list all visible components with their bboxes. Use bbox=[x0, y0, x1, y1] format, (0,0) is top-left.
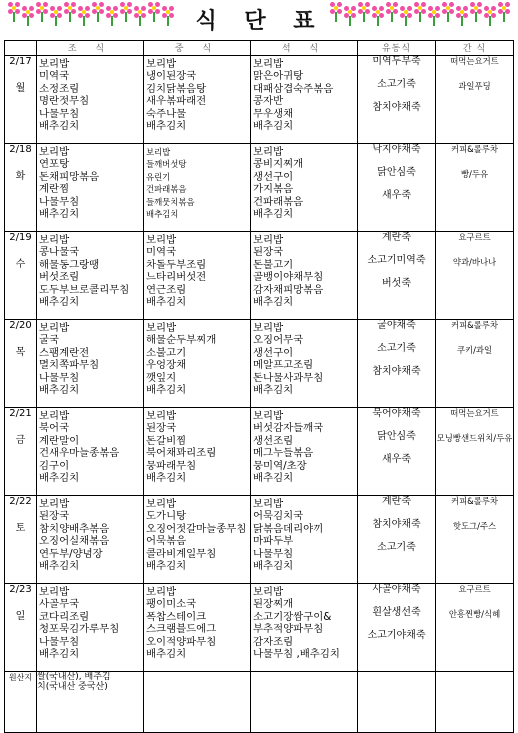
liquid-cell bbox=[358, 408, 436, 496]
liquid-item: 닭안심죽 bbox=[377, 431, 416, 442]
menu-item: 된장국 bbox=[253, 246, 284, 259]
liquid-item: 참치야채죽 bbox=[372, 366, 421, 377]
flower-decoration-icon bbox=[414, 2, 426, 14]
menu-item: 배추김치 bbox=[146, 296, 187, 309]
breakfast-list bbox=[37, 56, 143, 132]
menu-item: 연포탕 bbox=[39, 158, 70, 171]
menu-item: 나물무침 bbox=[39, 371, 80, 384]
menu-item: 배추김치 bbox=[39, 208, 80, 221]
menu-item: 맑은아귀탕 bbox=[253, 70, 304, 83]
liquid-item: 소고기죽 bbox=[377, 542, 416, 553]
menu-item: 도두부브로콜리무침 bbox=[39, 283, 130, 296]
snack-cell bbox=[436, 496, 514, 584]
breakfast-cell bbox=[37, 496, 144, 584]
origin-empty bbox=[251, 672, 358, 733]
flower-decoration-icon bbox=[36, 2, 48, 14]
snack-item: 커피&롤루차 bbox=[451, 144, 498, 154]
menu-item: 배추김치 bbox=[253, 208, 294, 221]
snack-item: 약과/바나나 bbox=[452, 257, 497, 267]
menu-item: 콩자반 bbox=[253, 95, 284, 108]
snack-item: 빵/두유 bbox=[460, 169, 489, 179]
menu-item: 미역국 bbox=[39, 70, 70, 83]
breakfast-list bbox=[37, 408, 143, 484]
flower-decoration-icon bbox=[372, 6, 384, 18]
menu-item: 스크램블드에그 bbox=[146, 623, 217, 636]
flower-decoration-icon bbox=[442, 2, 454, 14]
breakfast-cell bbox=[37, 232, 144, 320]
day-weekday: 월 bbox=[15, 83, 26, 94]
day-row bbox=[5, 408, 514, 496]
lunch-cell bbox=[144, 496, 251, 584]
flower-decoration-icon bbox=[92, 2, 104, 14]
menu-item: 보리밥 bbox=[253, 498, 284, 510]
menu-item: 명란젓무침 bbox=[39, 95, 90, 108]
snack-item: 모닝빵샌드위치/두유 bbox=[436, 433, 513, 443]
liquid-item: 북어야채죽 bbox=[372, 408, 421, 419]
snack-cell bbox=[436, 584, 514, 672]
liquid-item: 닭안심죽 bbox=[377, 167, 416, 178]
menu-item: 멸치쪽파무침 bbox=[39, 359, 100, 372]
menu-item: 보리밥 bbox=[39, 234, 70, 246]
menu-item: 배추김치 bbox=[146, 648, 187, 661]
day-cell bbox=[5, 408, 37, 496]
flower-decoration-icon bbox=[64, 2, 76, 14]
snack-item: 요구르트 bbox=[458, 584, 491, 594]
menu-item: 보리밥 bbox=[253, 322, 284, 334]
menu-item: 돈불고기 bbox=[253, 258, 294, 271]
menu-item: 배추김치 bbox=[146, 560, 187, 573]
flower-decoration-icon bbox=[400, 6, 412, 18]
menu-item: 무우생채 bbox=[253, 107, 294, 120]
menu-item: 배추김치 bbox=[39, 120, 80, 133]
menu-item: 돈나물사과무침 bbox=[253, 371, 324, 384]
menu-item: 나물무침 bbox=[39, 635, 80, 648]
day-date: 2/21 bbox=[9, 408, 32, 419]
menu-item: 보리밥 bbox=[39, 586, 70, 598]
liquid-cell bbox=[358, 56, 436, 144]
snack-item: 커피&롤루차 bbox=[451, 496, 498, 506]
origin-empty bbox=[436, 672, 514, 733]
day-cell bbox=[5, 584, 37, 672]
menu-item: 보리밥 bbox=[253, 410, 284, 422]
menu-item: 뭉미역/초장 bbox=[253, 459, 307, 472]
origin-value bbox=[37, 672, 144, 733]
menu-item: 배추김치 bbox=[253, 120, 294, 133]
liquid-item: 낙지야채죽 bbox=[372, 144, 421, 155]
day-weekday: 일 bbox=[15, 611, 26, 622]
snack-item: 안흥찐빵/식혜 bbox=[448, 609, 501, 619]
lunch-list bbox=[144, 408, 250, 484]
dinner-cell bbox=[251, 144, 358, 232]
menu-item: 마파두부 bbox=[253, 535, 294, 548]
menu-item: 김구이 bbox=[39, 459, 70, 472]
day-date: 2/19 bbox=[9, 232, 32, 243]
menu-item: 가지볶음 bbox=[253, 183, 294, 196]
menu-item: 해물순두부찌개 bbox=[146, 334, 217, 347]
menu-item: 배추김치 bbox=[146, 384, 187, 397]
breakfast-list bbox=[37, 320, 143, 396]
snack-cell bbox=[436, 144, 514, 232]
menu-item: 보리밥 bbox=[146, 410, 177, 422]
lunch-list bbox=[144, 320, 250, 396]
menu-item: 건파래볶음 bbox=[253, 195, 304, 208]
day-row bbox=[5, 584, 514, 672]
origin-row bbox=[5, 672, 514, 733]
flower-decoration-icon bbox=[386, 2, 398, 14]
menu-item: 우엉장채 bbox=[146, 359, 187, 372]
liquid-cell bbox=[358, 496, 436, 584]
day-date: 2/20 bbox=[9, 320, 32, 331]
day-cell bbox=[5, 232, 37, 320]
menu-item: 나물무침 bbox=[253, 547, 294, 560]
dinner-list bbox=[251, 320, 357, 396]
menu-item: 깻잎지 bbox=[146, 371, 177, 384]
dinner-cell bbox=[251, 56, 358, 144]
liquid-item: 소고기죽 bbox=[377, 343, 416, 354]
menu-item: 부추적양파무침 bbox=[253, 623, 324, 636]
menu-item: 배추김치 bbox=[253, 560, 294, 573]
header-corner bbox=[5, 41, 37, 56]
origin-line: 쌀(국내산), 배추김 bbox=[37, 672, 111, 682]
menu-item: 보리밥 bbox=[253, 586, 284, 598]
menu-item: 배추김치 bbox=[253, 384, 294, 397]
liquid-item: 소고기죽 bbox=[377, 79, 416, 90]
menu-item: 연근조림 bbox=[146, 283, 187, 296]
day-cell bbox=[5, 56, 37, 144]
menu-item: 계란말이 bbox=[39, 434, 80, 447]
dinner-cell bbox=[251, 320, 358, 408]
day-cell bbox=[5, 320, 37, 408]
origin-line: 치(국내산 중국산) bbox=[37, 682, 108, 692]
menu-item: 보리밥 bbox=[253, 58, 284, 70]
day-row bbox=[5, 320, 514, 408]
menu-item: 배추김치 bbox=[39, 560, 80, 573]
menu-item: 배추김치 bbox=[39, 296, 80, 309]
snack-item: 쿠키/과일 bbox=[456, 345, 493, 355]
menu-item: 배추김치 bbox=[39, 472, 80, 485]
dinner-list bbox=[251, 144, 357, 220]
liquid-item: 미역두부죽 bbox=[372, 56, 421, 67]
liquid-cell bbox=[358, 144, 436, 232]
lunch-list bbox=[144, 144, 250, 220]
day-weekday: 금 bbox=[15, 435, 26, 446]
snack-item: 과일푸딩 bbox=[458, 81, 491, 91]
day-weekday: 목 bbox=[15, 347, 26, 358]
menu-item: 보리밥 bbox=[39, 322, 70, 334]
day-row bbox=[5, 496, 514, 584]
flower-decoration-icon bbox=[22, 6, 34, 18]
menu-item: 버섯감자들깨국 bbox=[253, 422, 324, 435]
breakfast-list bbox=[37, 232, 143, 308]
menu-item: 배추김치 bbox=[253, 296, 294, 309]
menu-item: 유린기 bbox=[146, 171, 171, 182]
dinner-cell bbox=[251, 496, 358, 584]
menu-item: 보리밥 bbox=[253, 234, 284, 246]
flower-decoration-icon bbox=[120, 2, 132, 14]
menu-item: 콩나물국 bbox=[39, 246, 80, 259]
menu-item: 돈채피망볶음 bbox=[39, 170, 100, 183]
lunch-list bbox=[144, 584, 250, 660]
day-cell bbox=[5, 144, 37, 232]
lunch-cell bbox=[144, 144, 251, 232]
snack-item: 커피&롤루차 bbox=[451, 320, 498, 330]
flower-decoration-icon bbox=[162, 6, 174, 18]
menu-item: 어묵김치국 bbox=[253, 510, 304, 523]
flower-decoration-icon bbox=[470, 2, 482, 14]
header-liquid: 유동식 bbox=[358, 41, 436, 56]
snack-cell bbox=[436, 232, 514, 320]
flower-decoration-icon bbox=[134, 6, 146, 18]
lunch-cell bbox=[144, 320, 251, 408]
menu-item: 대패삼겹숙주볶음 bbox=[253, 82, 334, 95]
liquid-cell bbox=[358, 232, 436, 320]
menu-item: 북어채꽈리조림 bbox=[146, 447, 217, 460]
page-title: 식 단 표 bbox=[195, 9, 325, 34]
flower-decoration-icon bbox=[498, 2, 510, 14]
dinner-list bbox=[251, 496, 357, 572]
menu-item: 오징어실채볶음 bbox=[39, 535, 110, 548]
menu-item: 굴국 bbox=[39, 334, 60, 347]
flower-decoration-icon bbox=[484, 6, 496, 18]
menu-item: 도가니탕 bbox=[146, 510, 187, 523]
menu-item: 뭉파래무침 bbox=[146, 459, 197, 472]
menu-item: 버섯조림 bbox=[39, 271, 80, 284]
menu-item: 김치닭볶음탕 bbox=[146, 82, 207, 95]
dinner-list bbox=[251, 232, 357, 308]
header-dinner: 석 식 bbox=[251, 41, 358, 56]
origin-label: 원산지 bbox=[5, 672, 37, 733]
menu-item: 골뱅이야채무침 bbox=[253, 271, 324, 284]
flower-decoration-icon bbox=[344, 6, 356, 18]
breakfast-cell bbox=[37, 144, 144, 232]
liquid-item: 계란죽 bbox=[382, 232, 411, 243]
liquid-item: 참치야채죽 bbox=[372, 519, 421, 530]
snack-item: 떠먹는요거트 bbox=[450, 56, 499, 66]
liquid-cell bbox=[358, 320, 436, 408]
dinner-list bbox=[251, 408, 357, 484]
menu-item: 소고기장쌈구이& bbox=[253, 610, 332, 623]
header-lunch: 중 식 bbox=[144, 41, 251, 56]
menu-item: 건파래볶음 bbox=[146, 184, 187, 195]
day-row bbox=[5, 232, 514, 320]
menu-item: 오이적양파무침 bbox=[146, 635, 217, 648]
origin-empty bbox=[144, 672, 251, 733]
menu-item: 미역국 bbox=[146, 246, 177, 259]
menu-item: 오징어젓갈마늘종무침 bbox=[146, 522, 247, 535]
liquid-item: 새우죽 bbox=[382, 454, 411, 465]
menu-item: 메그누들볶음 bbox=[253, 447, 314, 460]
menu-item: 사골무국 bbox=[39, 598, 80, 611]
liquid-item: 소고기미역죽 bbox=[367, 255, 426, 266]
menu-item: 메알프고조림 bbox=[253, 359, 314, 372]
menu-item: 들깨뭇치볶음 bbox=[146, 196, 195, 207]
lunch-cell bbox=[144, 232, 251, 320]
menu-item: 생선조림 bbox=[253, 434, 294, 447]
menu-item: 배추김치 bbox=[253, 472, 294, 485]
snack-item: 핫도그/주스 bbox=[452, 521, 497, 531]
breakfast-cell bbox=[37, 408, 144, 496]
lunch-cell bbox=[144, 584, 251, 672]
menu-item: 된장국 bbox=[146, 422, 177, 435]
lunch-list bbox=[144, 232, 250, 308]
day-cell bbox=[5, 496, 37, 584]
menu-item: 나물무침 bbox=[39, 195, 80, 208]
menu-item: 북어국 bbox=[39, 422, 70, 435]
flower-decoration-icon bbox=[50, 6, 62, 18]
day-row bbox=[5, 144, 514, 232]
flower-decoration-icon bbox=[428, 6, 440, 18]
breakfast-cell bbox=[37, 56, 144, 144]
menu-item: 참치양배추볶음 bbox=[39, 522, 110, 535]
menu-item: 들깨버섯탕 bbox=[146, 159, 187, 170]
menu-table bbox=[4, 40, 514, 733]
dinner-list bbox=[251, 56, 357, 132]
menu-item: 폭찹스테이크 bbox=[146, 610, 207, 623]
header-row bbox=[5, 41, 514, 56]
snack-cell bbox=[436, 56, 514, 144]
flower-decoration-icon bbox=[78, 6, 90, 18]
snack-cell bbox=[436, 408, 514, 496]
menu-item: 보리밥 bbox=[39, 410, 70, 422]
menu-item: 배추김치 bbox=[146, 209, 179, 220]
menu-item: 냉이된장국 bbox=[146, 70, 197, 83]
menu-item: 보리밥 bbox=[253, 146, 284, 158]
liquid-item: 버섯죽 bbox=[382, 278, 411, 289]
menu-item: 어묵볶음 bbox=[146, 535, 187, 548]
menu-item: 스팸계란전 bbox=[39, 346, 90, 359]
liquid-item: 새우죽 bbox=[382, 190, 411, 201]
dinner-cell bbox=[251, 408, 358, 496]
menu-item: 감자채피망볶음 bbox=[253, 283, 324, 296]
dinner-cell bbox=[251, 584, 358, 672]
lunch-list bbox=[144, 496, 250, 572]
dinner-list bbox=[251, 584, 357, 660]
breakfast-cell bbox=[37, 320, 144, 408]
day-date: 2/18 bbox=[9, 144, 32, 155]
flower-decoration-icon bbox=[358, 2, 370, 14]
menu-item: 생선구이 bbox=[253, 346, 294, 359]
day-weekday: 수 bbox=[15, 259, 26, 270]
menu-item: 해물동그랑땡 bbox=[39, 258, 100, 271]
flower-decoration-icon bbox=[8, 2, 20, 14]
flower-decoration-icon bbox=[106, 6, 118, 18]
menu-item: 보리밥 bbox=[146, 322, 177, 334]
origin-empty bbox=[358, 672, 436, 733]
menu-item: 콩비지찌개 bbox=[253, 158, 304, 171]
breakfast-list bbox=[37, 496, 143, 572]
header-breakfast: 조 식 bbox=[37, 41, 144, 56]
menu-item: 느타리버섯전 bbox=[146, 271, 207, 284]
menu-item: 청포묵김가루무침 bbox=[39, 623, 120, 636]
menu-item: 보리밥 bbox=[39, 498, 70, 510]
menu-item: 보리밥 bbox=[39, 58, 70, 70]
menu-item: 보리밥 bbox=[146, 147, 171, 157]
menu-item: 배추김치 bbox=[146, 472, 187, 485]
menu-item: 소정조림 bbox=[39, 82, 80, 95]
menu-item: 오징어무국 bbox=[253, 334, 304, 347]
flower-decoration-icon bbox=[456, 6, 468, 18]
header-snack: 간 식 bbox=[436, 41, 514, 56]
menu-item: 배추김치 bbox=[39, 648, 80, 661]
snack-cell bbox=[436, 320, 514, 408]
menu-item: 된장국 bbox=[39, 510, 70, 523]
liquid-item: 흰살생선죽 bbox=[372, 607, 421, 618]
lunch-cell bbox=[144, 56, 251, 144]
menu-item: 콜라비계일무침 bbox=[146, 547, 217, 560]
breakfast-list bbox=[37, 144, 143, 220]
liquid-item: 참치야채죽 bbox=[372, 102, 421, 113]
liquid-item: 사골야채죽 bbox=[372, 584, 421, 595]
flower-decoration-icon bbox=[148, 2, 160, 14]
menu-item: 감자조림 bbox=[253, 635, 294, 648]
day-weekday: 화 bbox=[15, 171, 26, 182]
menu-item: 돈갈비찜 bbox=[146, 434, 187, 447]
breakfast-cell bbox=[37, 584, 144, 672]
lunch-cell bbox=[144, 408, 251, 496]
liquid-item: 계란죽 bbox=[382, 496, 411, 507]
menu-item: 배추김치 bbox=[39, 384, 80, 397]
menu-item: 보리밥 bbox=[146, 586, 177, 598]
day-date: 2/23 bbox=[9, 584, 32, 595]
liquid-item: 굴야채죽 bbox=[377, 320, 416, 331]
flower-decoration-icon bbox=[330, 2, 342, 14]
menu-item: 차돌두부조림 bbox=[146, 258, 207, 271]
menu-item: 보리밥 bbox=[39, 146, 70, 158]
menu-item: 코다리조림 bbox=[39, 610, 90, 623]
breakfast-list bbox=[37, 584, 143, 660]
menu-item: 보리밥 bbox=[146, 234, 177, 246]
menu-item: 소불고기 bbox=[146, 346, 187, 359]
snack-item: 요구르트 bbox=[458, 232, 491, 242]
day-date: 2/17 bbox=[9, 56, 32, 67]
menu-item: 팽이미소국 bbox=[146, 598, 197, 611]
day-weekday: 토 bbox=[15, 523, 26, 534]
menu-item: 생선구이 bbox=[253, 170, 294, 183]
menu-item: 닭볶음데리야끼 bbox=[253, 522, 324, 535]
menu-item: 보리밥 bbox=[146, 498, 177, 510]
liquid-item: 소고기야채죽 bbox=[367, 630, 426, 641]
liquid-cell bbox=[358, 584, 436, 672]
snack-item: 떠먹는요거트 bbox=[450, 408, 499, 418]
menu-item: 숙주나물 bbox=[146, 107, 187, 120]
lunch-list bbox=[144, 56, 250, 132]
menu-item: 건새우마늘종볶음 bbox=[39, 447, 120, 460]
menu-item: 된장찌개 bbox=[253, 598, 294, 611]
dinner-cell bbox=[251, 232, 358, 320]
day-row bbox=[5, 56, 514, 144]
menu-item: 나물무침 bbox=[39, 107, 80, 120]
menu-item: 새우볶파래전 bbox=[146, 95, 207, 108]
menu-item: 배추김치 bbox=[146, 120, 187, 133]
menu-item: 연두부/양념장 bbox=[39, 547, 103, 560]
menu-item: 계란찜 bbox=[39, 183, 70, 196]
day-date: 2/22 bbox=[9, 496, 32, 507]
menu-item: 나물무침 ,배추김치 bbox=[253, 648, 340, 661]
menu-item: 보리밥 bbox=[146, 58, 177, 70]
